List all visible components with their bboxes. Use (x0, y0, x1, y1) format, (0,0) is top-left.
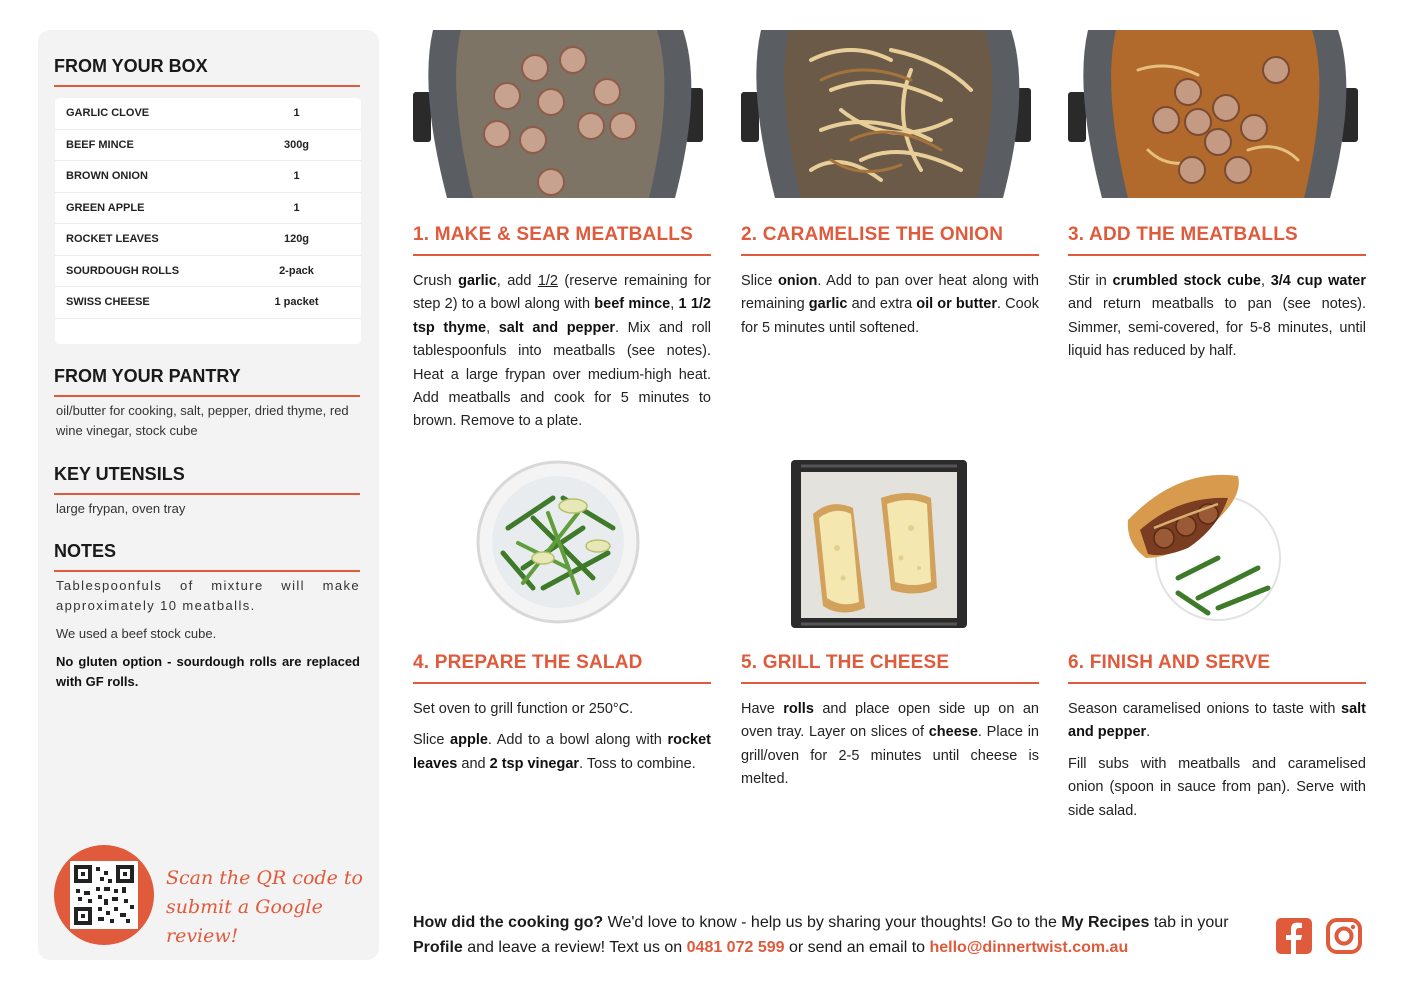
bold-ingredient: garlic (458, 273, 497, 289)
footer-bold: My Recipes (1061, 914, 1150, 931)
ingredient-qty: 1 (293, 107, 300, 120)
step-paragraph (1068, 698, 1366, 745)
text: Season caramelised onions to taste with (1068, 701, 1341, 717)
bold-ingredient: 2 tsp vinegar (489, 755, 580, 772)
box-heading: FROM YOUR BOX (54, 56, 360, 87)
text: , (670, 296, 679, 313)
bold-ingredient: beef mince (594, 296, 671, 313)
qr-badge[interactable] (54, 845, 154, 945)
text: Crush (413, 273, 459, 289)
step-body (741, 270, 1039, 340)
ingredient-qty: 1 (293, 201, 300, 214)
step-2 (741, 30, 1039, 348)
note-item: We used a beef stock cube. (56, 626, 217, 641)
salad-bowl-photo (413, 458, 711, 630)
underlined-amount: 1/2 (537, 273, 558, 289)
bold-ingredient: cheese (928, 724, 978, 741)
note-item: No gluten option - sourdough rolls are replaced with GF rolls. (56, 654, 360, 689)
step-paragraph (1068, 270, 1366, 364)
bold-ingredient: garlic (808, 296, 848, 313)
text: tab in your (1149, 914, 1229, 931)
step-5 (741, 458, 1039, 800)
text: or send an email to (784, 939, 930, 956)
text: . Mix and roll tablespoonfuls into meatballs (see notes). Heat a large frypan over medium-high heat. Add meatballs and cook for 5 minutes to brown. Remove to a plate. (413, 319, 711, 430)
onion-pan-photo (741, 30, 1039, 198)
text: Slice (413, 732, 451, 749)
text: . (1146, 724, 1151, 741)
qr-caption-line: submit a Google review! (166, 896, 323, 947)
text: . Add to a bowl along with (487, 732, 668, 749)
step-3 (1068, 30, 1366, 372)
step-body (413, 698, 711, 776)
ingredient-qty: 120g (283, 233, 310, 246)
step-title: 6. FINISH AND SERVE (1068, 652, 1366, 684)
step-paragraph: Fill subs with meatballs and caramelised onion (spoon in sauce from pan). Serve with side salad. (1068, 755, 1366, 819)
text: and leave a review! Text us on (462, 939, 687, 956)
text: We'd love to know - help us by sharing your thoughts! Go to the (603, 914, 1062, 931)
qr-code-icon[interactable] (70, 861, 138, 929)
text: and extra (847, 296, 917, 313)
step-body (1068, 698, 1366, 823)
step-title: 1. MAKE & SEAR MEATBALLS (413, 224, 711, 256)
step-paragraph (741, 698, 1039, 792)
ingredient-name: BEEF MINCE (66, 138, 134, 151)
table-row (55, 224, 361, 256)
footer-question: How did the cooking go? (413, 914, 604, 931)
instagram-icon[interactable] (1326, 918, 1362, 954)
text: and return meatballs to pan (see notes). Simmer, semi-covered, for 5-8 minutes, until liquid has reduced by half. (1068, 296, 1366, 360)
ingredient-qty: 1 (293, 170, 300, 183)
text: and place open side up on an oven tray. Layer on slices of (741, 701, 1039, 741)
ingredient-qty: 2-pack (279, 264, 314, 277)
pantry-text: oil/butter for cooking, salt, pepper, dried thyme, red wine vinegar, stock cube (56, 403, 349, 438)
ingredient-name: GREEN APPLE (66, 201, 145, 214)
text: . Cook for 5 minutes until softened. (741, 296, 1039, 336)
text: , add (496, 273, 538, 289)
step-title: 3. ADD THE MEATBALLS (1068, 224, 1366, 256)
step-title: 5. GRILL THE CHEESE (741, 652, 1039, 684)
feedback-footer (413, 910, 1263, 960)
table-row (55, 193, 361, 225)
finished-sub-photo (1068, 458, 1366, 630)
text: Slice (741, 273, 778, 289)
bold-ingredient: 1 1/2 tsp thyme (413, 296, 711, 336)
ingredient-name: SWISS CHEESE (66, 296, 150, 309)
footer-bold: Profile (413, 939, 463, 956)
ingredient-qty: 300g (283, 138, 310, 151)
ingredient-name: SOURDOUGH ROLLS (66, 264, 180, 277)
text: , (486, 319, 499, 336)
bold-ingredient: salt and pepper (1068, 701, 1366, 741)
bold-ingredient: oil or butter (916, 296, 997, 313)
step-body (413, 270, 711, 434)
bold-ingredient: 3/4 cup water (1270, 273, 1366, 289)
ingredient-name: ROCKET LEAVES (66, 233, 159, 246)
step-body (741, 698, 1039, 792)
step-paragraph (741, 270, 1039, 340)
text: Have (741, 701, 784, 717)
bold-ingredient: salt and pepper (498, 319, 616, 336)
text: (reserve remaining for step 2) to a bowl along with (413, 273, 711, 313)
facebook-icon[interactable] (1276, 918, 1312, 954)
table-row (55, 98, 361, 130)
table-row (55, 161, 361, 193)
text: Stir in (1068, 273, 1113, 289)
step-paragraph (413, 270, 711, 434)
step-1 (413, 30, 711, 442)
notes-heading: NOTES (54, 541, 360, 572)
step-title: 2. CARAMELISE THE ONION (741, 224, 1039, 256)
ingredient-name: BROWN ONION (66, 170, 148, 183)
text: , (1260, 273, 1271, 289)
ingredient-name: GARLIC CLOVE (66, 107, 150, 120)
step-4 (413, 458, 711, 784)
cheese-tray-photo (741, 458, 1039, 630)
text: and (457, 755, 490, 772)
meatballs-sauce-photo (1068, 30, 1366, 198)
bold-ingredient: rocket leaves (413, 732, 711, 772)
step-paragraph (413, 729, 711, 776)
bold-ingredient: crumbled stock cube (1112, 273, 1261, 289)
table-row (55, 287, 361, 319)
ingredient-qty: 1 packet (274, 296, 319, 309)
text: . Place in grill/oven for 2-5 minutes until cheese is melted. (741, 724, 1039, 788)
email-link[interactable]: hello@dinnertwist.com.au (929, 939, 1129, 956)
step-body (1068, 270, 1366, 364)
table-row (55, 256, 361, 288)
meatballs-pan-photo (413, 30, 711, 198)
text: . Add to pan over heat along with remaining (741, 273, 1039, 313)
step-title: 4. PREPARE THE SALAD (413, 652, 711, 684)
step-6 (1068, 458, 1366, 831)
qr-caption (166, 864, 366, 951)
text: . Toss to combine. (579, 755, 696, 772)
utensils-text: large frypan, oven tray (56, 501, 186, 516)
ingredients-table (55, 98, 361, 344)
utensils-heading: KEY UTENSILS (54, 464, 360, 495)
sidebar (38, 30, 379, 960)
table-row (55, 130, 361, 162)
pantry-heading: FROM YOUR PANTRY (54, 366, 360, 397)
phone-link[interactable]: 0481 072 599 (686, 939, 785, 956)
bold-ingredient: onion (777, 273, 818, 289)
bold-ingredient: rolls (783, 701, 814, 717)
notes-list (56, 576, 360, 700)
step-paragraph: Set oven to grill function or 250°C. (413, 701, 634, 717)
note-item: Tablespoonfuls of mixture will make approximately 10 meatballs. (56, 578, 360, 613)
qr-caption-line: Scan the QR code to (166, 867, 363, 889)
bold-ingredient: apple (450, 732, 488, 749)
